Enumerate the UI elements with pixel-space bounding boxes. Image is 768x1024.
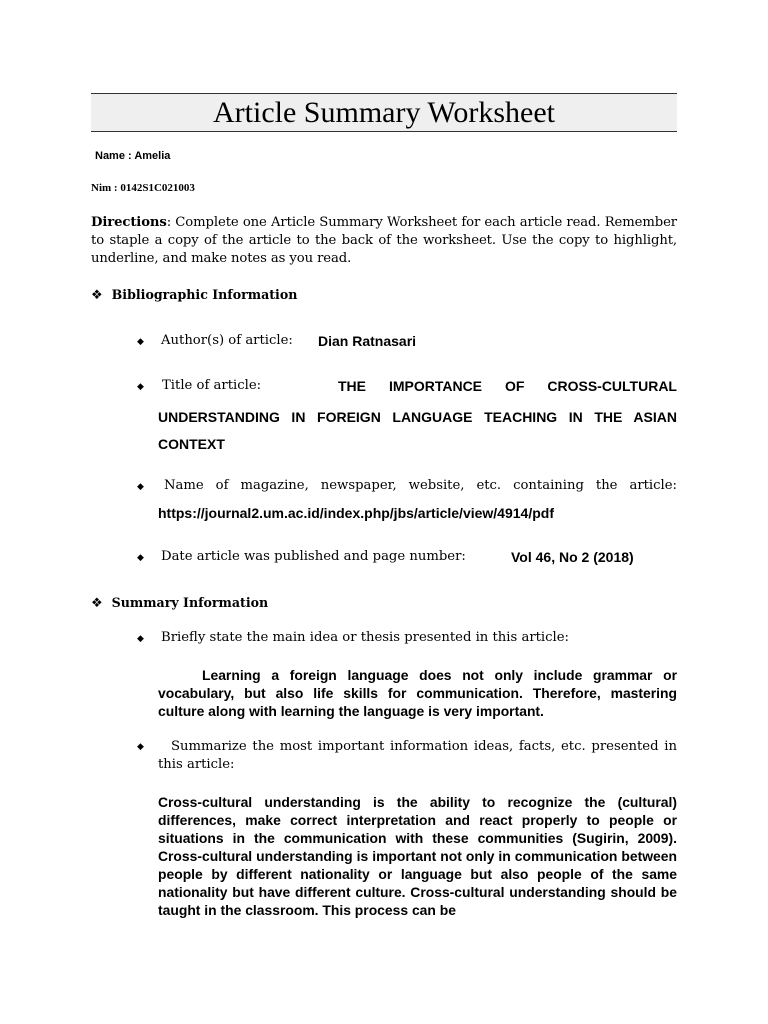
bibliographic-heading-label: Bibliographic Information: [111, 287, 298, 302]
directions-text: : Complete one Article Summary Worksheet for each article read. Remember to staple a copy of the article to the back of the worksheet. Use the copy to highlight, underline, and make notes as you read.: [91, 215, 677, 266]
small-diamond-bullet-icon: ◆: [137, 742, 144, 752]
diamond-star-icon: ❖: [91, 596, 103, 611]
title-bar: [91, 93, 677, 132]
student-nim: Nim : 0142S1C021003: [91, 182, 195, 194]
small-diamond-bullet-icon: ◆: [137, 382, 144, 392]
page-title: Article Summary Worksheet: [213, 96, 555, 129]
directions-paragraph: [91, 214, 677, 268]
main-idea-value: Learning a foreign language does not only include grammar or vocabulary, but also life skills for communication. Therefore, mastering culture along with learning the language is very important.: [158, 667, 677, 719]
important-label: Summarize the most important information ideas, facts, etc. presented in this article:: [158, 739, 677, 772]
source-value: https://journal2.um.ac.id/index.php/jbs/article/view/4914/pdf: [158, 505, 554, 521]
author-label: Author(s) of article:: [161, 333, 293, 348]
diamond-star-icon: ❖: [91, 288, 103, 303]
source-label: Name of magazine, newspaper, website, etc. containing the article:: [164, 478, 677, 493]
small-diamond-bullet-icon: ◆: [137, 634, 144, 644]
author-value: Dian Ratnasari: [318, 333, 417, 349]
date-value: Vol 46, No 2 (2018): [511, 549, 634, 565]
small-diamond-bullet-icon: ◆: [137, 337, 144, 347]
student-name: Name : Amelia: [95, 150, 171, 162]
title-label: Title of article:: [162, 378, 262, 393]
directions-label: Directions: [91, 215, 167, 230]
small-diamond-bullet-icon: ◆: [137, 553, 144, 563]
important-value: Cross-cultural understanding is the ability to recognize the (cultural) differences, make correct interpretation and react properly to people or situations in the communication with these communities (Sugirin, 2009). Cross-cultural understanding is important not only in communication between people by different nationality or language but also people of the same nationality but have different culture. Cross-cultural understanding should be taught in the classroom. This process can be: [158, 794, 677, 918]
title-value-rest: UNDERSTANDING IN FOREIGN LANGUAGE TEACHING IN THE ASIAN CONTEXT: [158, 409, 677, 452]
summary-heading-label: Summary Information: [111, 595, 269, 610]
title-value-line1: THE IMPORTANCE OF CROSS-CULTURAL: [338, 378, 677, 394]
summary-heading: [91, 595, 268, 611]
date-label: Date article was published and page number:: [161, 549, 466, 564]
main-idea-label: Briefly state the main idea or thesis presented in this article:: [161, 630, 569, 645]
bibliographic-heading: [91, 287, 297, 303]
small-diamond-bullet-icon: ◆: [137, 482, 144, 492]
